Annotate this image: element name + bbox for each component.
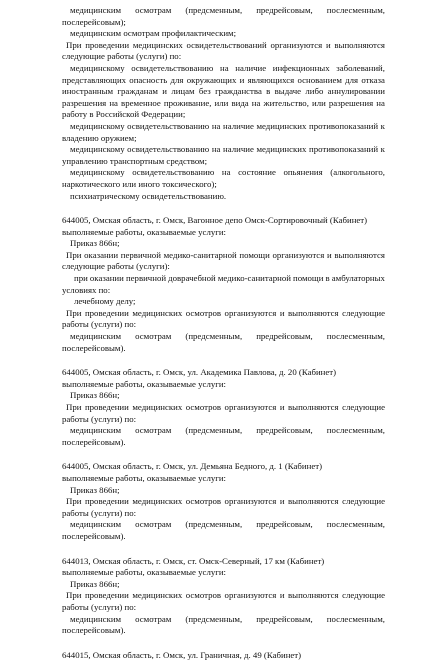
word: проживание, [163,97,212,108]
word: организуются [272,249,325,260]
text-line: 644005, Омская область, г. Омск, Вагонное депо Омск-Сортировочный (Кабинет) [62,215,368,226]
word: освидетельствований [186,39,267,50]
word: иностранным [62,86,114,97]
text-line [62,121,385,133]
text-line: 644005, Омская область, г. Омск, ул. Демьяна Бедного, д. 1 (Кабинет) [62,461,323,472]
word: в [325,273,330,284]
word: и [326,249,332,260]
word: являющихся [247,74,295,85]
word: осмотров [185,402,222,412]
word: организуются [224,590,277,601]
word: (предсменным, [185,425,243,436]
text-line [62,250,385,262]
word: и [279,496,285,507]
text-line: владению оружием; [62,132,137,143]
word: заболеваний, [336,62,385,73]
word: выполняются [288,307,339,318]
word: осмотров [185,307,222,318]
word: послесменным, [326,519,385,530]
word: к [380,120,385,131]
word: медицинскому [70,62,125,73]
word: освидетельствованию [132,167,215,178]
word: При [66,39,82,50]
word: организуются [224,496,277,507]
word: наличие [223,120,254,131]
text-line: условиях по: [62,284,111,295]
word: и [279,590,285,601]
word: в [266,86,271,97]
word: предрейсовым, [256,5,313,15]
text-line: следующие работы (услуги): [62,261,170,272]
word: медицинских [132,307,183,318]
word: при [74,273,88,284]
text-line [62,614,385,626]
word: медицинским [70,5,122,15]
word: медицинским [70,519,122,530]
word: и [239,74,245,85]
word: предрейсовым, [256,613,313,624]
word: (предсменным, [185,5,243,15]
word: медицинскому [70,120,125,131]
text-line: работы (услуги) по: [62,601,137,612]
word: предрейсовым, [256,331,313,342]
word: инфекционных [272,62,330,73]
word: наличие [235,62,267,73]
paragraph-gap [62,448,385,461]
text-line [62,167,385,179]
word: послесменным, [326,331,385,342]
text-line: 644013, Омская область, г. Омск, ст. Омск-Северный, 17 км (Кабинет) [62,555,325,566]
word: для [345,74,359,85]
word: предрейсовым, [256,425,313,436]
word: опьянения [283,167,323,178]
word: При [66,496,82,507]
word: лицам [171,86,195,97]
word: отказа [361,74,385,85]
word: осмотрам [135,425,172,436]
word: разрешения [62,97,107,108]
word: оказании [89,273,124,284]
word: временное [121,97,161,108]
word: или [214,97,229,108]
word: медицинских [256,120,307,131]
word: и [279,402,285,412]
text-line: послерейсовым); [62,16,126,27]
text-line [62,86,385,98]
word: освидетельствованию [127,120,210,131]
text-line: лечебному делу; [74,296,136,307]
text-line [62,425,385,437]
text-line: медицинским осмотрам профилактическим; [70,28,237,39]
word: оказании [84,249,119,260]
word: (алкогольного, [330,167,385,178]
word: на [251,97,261,108]
paragraph-gap [62,637,385,650]
text-line [62,98,385,110]
word: следующие [342,307,385,318]
word: медицинских [256,144,307,155]
word: выполняются [334,39,385,50]
word: опасность [129,74,168,85]
word: противопоказаний [308,144,379,155]
word: осмотрам [135,5,172,15]
word: представляющих [62,74,127,85]
text-line: работы (услуги) по: [62,507,137,518]
word: гражданам [117,86,158,97]
text-line: психиатрическому освидетельствованию. [70,190,227,201]
text-line: работы (услуги) по: [62,319,137,330]
word: послесменным, [326,5,385,15]
word: на [109,97,118,108]
word: и [162,86,167,97]
word: выполняются [288,590,339,601]
word: осмотрам [135,331,172,342]
text-line [62,496,385,508]
word: медицинским [70,331,122,342]
word: амбулаторных [331,273,385,284]
word: послесменным, [326,613,385,624]
word: выполняются [334,249,385,260]
word: послесменным, [326,425,385,436]
word: на [211,120,221,131]
text-line: Приказ 866н; [70,484,120,495]
text-line: выполняемые работы, оказываемые услуги: [62,472,227,483]
word: выдаче [274,86,302,97]
word: осмотрам [135,613,172,624]
word: без [198,86,211,97]
word: на [376,97,385,108]
word: основанием [297,74,342,85]
text-line: выполняемые работы, оказываемые услуги: [62,226,227,237]
word: на [220,62,229,73]
word: медицинских [132,496,183,507]
word: осмотров [185,496,222,507]
text-line: послерейсовым). [62,530,126,541]
word: следующие [342,496,385,507]
word: освидетельствованию [131,62,214,73]
word: вида [231,97,249,108]
text-line: наркотического или иного токсического); [62,178,217,189]
word: выполняются [288,402,339,412]
word: организуются [270,39,323,50]
text-line: работу в Российской Федерации; [62,109,186,120]
word: При [66,249,82,260]
text-line [62,63,385,75]
text-line [62,5,385,17]
word: медицинским [70,425,122,436]
word: к [380,144,385,155]
word: окружающих [186,74,237,85]
text-line: управлению транспортным средством; [62,155,208,166]
text-line: выполняемые работы, оказываемые услуги: [62,378,227,389]
word: медико-санитарной [217,273,291,284]
word: проведении [85,39,130,50]
text-line [62,40,385,52]
text-line [62,308,385,320]
text-line [62,331,385,343]
word: (предсменным, [185,519,243,530]
word: следующие [342,590,385,601]
word: и [279,307,285,318]
text-line [62,273,385,285]
word: предрейсовым, [256,519,313,530]
text-line: Приказ 866н; [70,390,120,401]
word: организуются [224,307,277,318]
word: медицинским [70,613,122,624]
word: При [66,402,82,412]
text-line: 644015, Омская область, г. Омск, ул. Граничная, д. 49 (Кабинет) [62,649,302,660]
word: разрешения [328,97,374,108]
word: выполняются [288,496,339,507]
word: для [170,74,184,85]
word: следующие [342,402,385,412]
word: осмотров [185,590,222,601]
word: организуются [224,402,277,412]
text-line: работы (услуги) по: [62,413,137,424]
word: или [312,97,326,108]
text-line: послерейсовым). [62,436,126,447]
text-line [62,519,385,531]
text-line: Приказ 866н; [70,238,120,249]
word: медицинскому [70,167,125,178]
text-line [62,75,385,87]
word: помощи [239,249,270,260]
word: При [66,307,82,318]
word: и [325,39,331,50]
word: (предсменным, [185,613,243,624]
word: помощи [293,273,324,284]
paragraph-gap [62,354,385,367]
text-line: послерейсовым). [62,342,126,353]
word: аннулировании [327,86,385,97]
text-line: послерейсовым). [62,625,126,636]
word: либо [305,86,324,97]
text-line [62,144,385,156]
word: медицинских [132,402,183,412]
word: проведении [84,307,129,318]
word: проведении [84,402,129,412]
word: доврачебной [168,273,216,284]
paragraph-gap [62,543,385,556]
text-line [62,590,385,602]
text-line: 644005, Омская область, г. Омск, ул. Академика Павлова, д. 20 (Кабинет) [62,367,337,378]
word: проведении [84,496,129,507]
word: (предсменным, [185,331,243,342]
word: медицинскому [70,144,125,155]
word: освидетельствованию [127,144,210,155]
word: осмотрам [135,519,172,530]
text-line: Приказ 866н; [70,578,120,589]
word: медико-санитарной [163,249,237,260]
text-line: следующие работы (услуги) по: [62,51,182,62]
word: проведении [84,590,129,601]
word: медицинских [132,39,183,50]
word: на [221,167,231,178]
word: медицинских [132,590,183,601]
word: первичной [120,249,161,260]
word: противопоказаний [308,120,379,131]
text-line: выполняемые работы, оказываемые услуги: [62,567,227,578]
word: гражданства [215,86,262,97]
word: жительство, [263,97,309,108]
word: При [66,590,82,601]
word: состояние [238,167,276,178]
text-line [62,402,385,414]
paragraph-gap [62,202,385,215]
word: на [211,144,221,155]
word: первичной [125,273,167,284]
word: наличие [223,144,254,155]
